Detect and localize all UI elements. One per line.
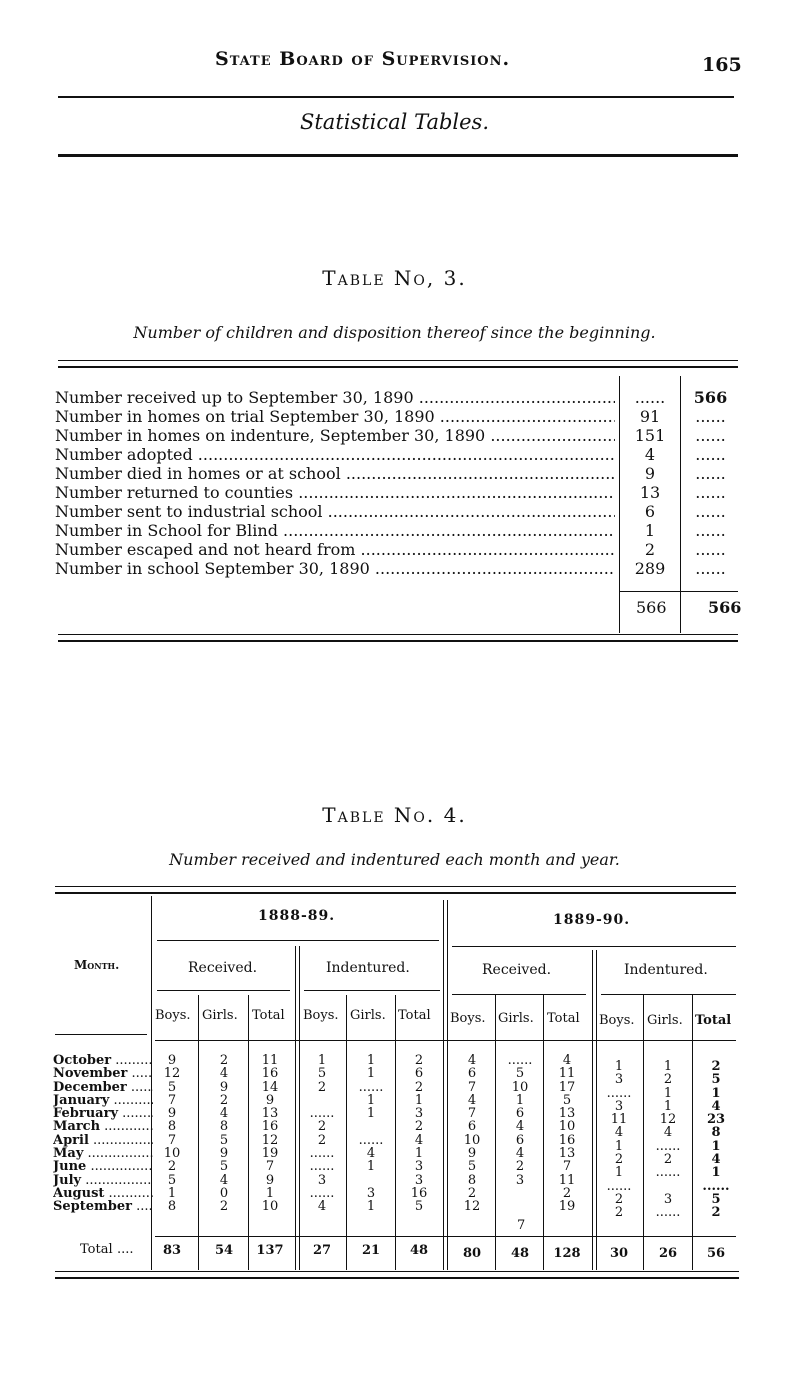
data-cell: 7 <box>467 1106 477 1122</box>
data-cell: 2 <box>711 1059 721 1074</box>
table3-caption: Number of children and disposition thereof since the beginning. <box>133 323 656 342</box>
data-column <box>694 1060 738 1220</box>
row-count: 91 <box>621 407 679 426</box>
month-label: August ..... <box>53 1187 153 1200</box>
data-column <box>300 1054 344 1214</box>
data-cell: 2 <box>219 1199 229 1215</box>
row-label: Number escaped and not heard from ..... <box>55 540 615 559</box>
total-cell: 80 <box>462 1246 482 1261</box>
data-cell: 11 <box>558 1172 576 1188</box>
t4-hline <box>155 1040 736 1041</box>
table4-caption: Number received and indentured each month and year. <box>169 850 620 869</box>
data-cell: 23 <box>706 1112 726 1128</box>
sub-header: Boys. <box>303 1008 339 1023</box>
group-header: Indentured. <box>326 960 410 976</box>
row-total: ...... <box>682 559 739 578</box>
sub-header: Girls. <box>647 1013 683 1028</box>
table3-sum-total: 566 <box>708 598 742 617</box>
total-cell: 48 <box>409 1243 429 1258</box>
data-column <box>150 1054 194 1214</box>
data-cell <box>646 1180 690 1193</box>
section-heading: Statistical Tables. <box>299 110 490 134</box>
sub-header: Boys. <box>599 1013 635 1028</box>
sub-header: Girls. <box>498 1011 534 1026</box>
t4-vline <box>346 995 347 1270</box>
group-header: Received. <box>482 962 552 978</box>
data-cell: 9 <box>265 1092 275 1108</box>
data-cell: 16 <box>261 1066 279 1082</box>
table-row <box>55 464 740 483</box>
data-cell: 3 <box>663 1191 673 1207</box>
running-title: State Board of Supervision. <box>215 48 511 70</box>
data-cell: 1 <box>711 1138 721 1154</box>
data-cell <box>349 1174 393 1187</box>
data-cell: 1 <box>317 1053 327 1068</box>
row-label: Number sent to industrial school ..... <box>55 502 615 521</box>
table4-bottom-rule-2 <box>55 1277 739 1279</box>
data-cell: 16 <box>558 1132 576 1148</box>
data-cell: 12 <box>463 1199 481 1215</box>
data-cell: 2 <box>467 1185 477 1201</box>
month-label: May ..... <box>53 1147 153 1160</box>
data-column <box>349 1054 393 1214</box>
data-cell: 9 <box>467 1146 477 1162</box>
data-cell: 8 <box>467 1172 477 1188</box>
month-label: November ..... <box>53 1067 153 1080</box>
total-cell: 54 <box>214 1243 234 1258</box>
sub-header: Total <box>695 1013 732 1028</box>
data-cell <box>498 1200 542 1213</box>
total-cell: 48 <box>510 1246 530 1261</box>
data-cell: 13 <box>558 1106 576 1122</box>
data-cell: 11 <box>558 1066 576 1082</box>
total-label-dots: .... <box>117 1242 134 1257</box>
data-cell: 2 <box>414 1053 424 1068</box>
data-column <box>450 1054 494 1214</box>
data-cell: 7 <box>467 1079 477 1095</box>
sub-header: Total <box>547 1011 580 1026</box>
data-cell: 2 <box>614 1191 624 1207</box>
row-count: 6 <box>621 502 679 521</box>
data-cell: 3 <box>414 1106 424 1122</box>
row-label: Number in School for Blind ..... <box>55 521 615 540</box>
data-cell: 2 <box>317 1132 327 1148</box>
data-cell: 5 <box>219 1159 229 1175</box>
month-label: April ..... <box>53 1134 153 1147</box>
row-total: ...... <box>682 502 739 521</box>
row-total: ...... <box>682 521 739 540</box>
data-cell: 1 <box>366 1053 376 1068</box>
data-column <box>498 1054 542 1214</box>
table-row <box>55 426 740 445</box>
row-total: ...... <box>682 445 739 464</box>
data-cell: 5 <box>167 1172 177 1188</box>
row-total: ...... <box>682 464 739 483</box>
data-cell: 9 <box>219 1079 229 1095</box>
group-header: Received. <box>188 960 258 976</box>
data-cell: 2 <box>663 1072 673 1088</box>
data-cell: 1 <box>366 1106 376 1122</box>
data-cell: 4 <box>467 1053 477 1068</box>
t4-vline <box>198 995 199 1270</box>
data-cell: 5 <box>711 1191 721 1207</box>
row-label: Number returned to counties ..... <box>55 483 615 502</box>
table-row <box>55 559 740 578</box>
data-cell: 19 <box>261 1146 279 1162</box>
data-cell: 4 <box>414 1132 424 1148</box>
data-cell: 4 <box>219 1106 229 1122</box>
t4-vline <box>295 946 296 1270</box>
table-row <box>55 540 740 559</box>
row-count: 151 <box>621 426 679 445</box>
t4-hline <box>304 990 440 991</box>
section-rule <box>58 154 738 157</box>
t4-hline <box>601 994 736 995</box>
data-cell: ...... <box>655 1165 681 1181</box>
row-total: ...... <box>682 426 739 445</box>
data-cell: 6 <box>414 1066 424 1082</box>
month-label: June ..... <box>53 1160 153 1173</box>
row-label: Number adopted ..... <box>55 445 615 464</box>
data-cell: 4 <box>614 1125 624 1141</box>
table4-top-rule-2 <box>55 892 736 894</box>
data-cell: 2 <box>562 1185 572 1201</box>
total-cell: 21 <box>361 1243 381 1258</box>
data-cell: 4 <box>711 1098 721 1114</box>
sub-header: Total <box>252 1008 285 1023</box>
row-label: Number in homes on trial September 30, 1890 ..... <box>55 407 615 426</box>
t4-vline <box>643 995 644 1270</box>
data-cell: 4 <box>317 1199 327 1215</box>
data-cell: 7 <box>265 1159 275 1175</box>
row-count: 4 <box>621 445 679 464</box>
table-row <box>55 521 740 540</box>
data-cell: 4 <box>515 1119 525 1135</box>
table4-top-rule <box>55 886 736 887</box>
data-cell: 1 <box>414 1146 424 1162</box>
data-cell: 11 <box>610 1112 628 1128</box>
data-column <box>397 1054 441 1214</box>
data-cell: 6 <box>467 1119 477 1135</box>
data-cell: 3 <box>317 1172 327 1188</box>
row-count: 1 <box>621 521 679 540</box>
data-cell: 1 <box>663 1059 673 1074</box>
group-header: Indentured. <box>624 962 708 978</box>
table4-title: Table No. 4. <box>322 803 467 827</box>
data-cell: 5 <box>317 1066 327 1082</box>
data-cell: 9 <box>219 1146 229 1162</box>
data-cell: 3 <box>414 1159 424 1175</box>
data-cell: 5 <box>711 1072 721 1088</box>
data-cell: 2 <box>663 1152 673 1168</box>
data-cell: 7 <box>562 1159 572 1175</box>
data-cell: 0 <box>219 1185 229 1201</box>
data-cell: ...... <box>309 1146 335 1162</box>
page-number: 165 <box>702 54 742 76</box>
data-cell: ...... <box>606 1085 632 1101</box>
data-cell: 10 <box>511 1079 529 1095</box>
data-cell: 2 <box>317 1119 327 1135</box>
row-count: 289 <box>621 559 679 578</box>
row-count: ...... <box>621 388 679 407</box>
data-column <box>646 1060 690 1220</box>
stray-mark: 7 <box>517 1218 526 1233</box>
data-cell: 9 <box>167 1106 177 1122</box>
month-label: July ..... <box>53 1174 153 1187</box>
table3-body <box>55 388 740 578</box>
t4-vline <box>692 995 693 1270</box>
data-cell: 2 <box>711 1205 721 1221</box>
table3-bottom-rule-2 <box>58 640 738 642</box>
data-cell: 1 <box>614 1138 624 1154</box>
table4-bottom-rule <box>55 1271 739 1272</box>
t4-hline <box>452 994 586 995</box>
row-label: Number received up to September 30, 1890 ..... <box>55 388 615 407</box>
data-cell: 2 <box>614 1205 624 1221</box>
data-cell: 2 <box>167 1159 177 1175</box>
data-cell: 13 <box>261 1106 279 1122</box>
data-cell: 4 <box>467 1092 477 1108</box>
total-cell: 26 <box>658 1246 678 1261</box>
table3-top-rule <box>58 360 738 361</box>
data-cell: ...... <box>507 1053 533 1068</box>
data-cell: 10 <box>163 1146 181 1162</box>
data-cell: ...... <box>606 1178 632 1194</box>
data-cell: 1 <box>711 1165 721 1181</box>
data-cell: 5 <box>562 1092 572 1108</box>
data-cell <box>300 1094 344 1107</box>
data-cell: 1 <box>663 1085 673 1101</box>
data-column <box>248 1054 292 1214</box>
sub-header: Boys. <box>155 1008 191 1023</box>
data-cell: 2 <box>414 1119 424 1135</box>
data-cell: 6 <box>467 1066 477 1082</box>
sub-header: Girls. <box>350 1008 386 1023</box>
data-cell: 7 <box>167 1092 177 1108</box>
data-cell: 2 <box>219 1092 229 1108</box>
t4-vline <box>543 995 544 1270</box>
data-cell <box>349 1120 393 1133</box>
data-cell: 3 <box>414 1172 424 1188</box>
data-cell: 5 <box>467 1159 477 1175</box>
data-column <box>202 1054 246 1214</box>
sub-header: Total <box>398 1008 431 1023</box>
data-cell: 1 <box>366 1066 376 1082</box>
data-cell: 6 <box>515 1132 525 1148</box>
data-cell: 4 <box>515 1146 525 1162</box>
data-cell: 5 <box>515 1066 525 1082</box>
row-count: 9 <box>621 464 679 483</box>
data-cell: ...... <box>358 1132 384 1148</box>
data-cell: 3 <box>366 1185 376 1201</box>
data-cell: 2 <box>614 1152 624 1168</box>
data-cell: 8 <box>711 1125 721 1141</box>
data-cell: 19 <box>558 1199 576 1215</box>
data-cell: 6 <box>515 1106 525 1122</box>
data-cell: 12 <box>659 1112 677 1128</box>
data-cell: 4 <box>711 1152 721 1168</box>
data-cell: 4 <box>219 1066 229 1082</box>
table-row <box>55 407 740 426</box>
data-cell: ...... <box>655 1138 681 1154</box>
table3-top-rule-2 <box>58 366 738 368</box>
data-cell: 4 <box>562 1053 572 1068</box>
data-cell: 1 <box>366 1092 376 1108</box>
running-head <box>0 48 789 78</box>
row-total: 566 <box>682 388 739 407</box>
data-cell: 12 <box>163 1066 181 1082</box>
data-cell: 13 <box>558 1146 576 1162</box>
data-cell: 2 <box>414 1079 424 1095</box>
table-row <box>55 445 740 464</box>
table3-bottom-rule <box>58 634 738 635</box>
top-rule <box>58 96 734 98</box>
data-cell: 8 <box>167 1199 177 1215</box>
data-cell: 14 <box>261 1079 279 1095</box>
t4-hline <box>55 1034 147 1035</box>
data-cell: 1 <box>663 1098 673 1114</box>
data-cell: 16 <box>261 1119 279 1135</box>
t4-hline <box>155 1236 736 1237</box>
table-row <box>55 502 740 521</box>
data-cell: 5 <box>414 1199 424 1215</box>
data-cell: 1 <box>265 1185 275 1201</box>
data-cell: 2 <box>219 1053 229 1068</box>
data-column <box>597 1060 641 1220</box>
row-label: Number in school September 30, 1890 ..... <box>55 559 615 578</box>
total-cell: 83 <box>162 1243 182 1258</box>
data-cell: 9 <box>265 1172 275 1188</box>
data-cell: 17 <box>558 1079 576 1095</box>
data-cell: 3 <box>614 1072 624 1088</box>
total-cell: 56 <box>706 1246 726 1261</box>
t4-hline <box>157 940 439 941</box>
data-cell: 1 <box>167 1185 177 1201</box>
data-cell: 4 <box>366 1146 376 1162</box>
data-column <box>545 1054 589 1214</box>
month-label: October ..... <box>53 1054 153 1067</box>
data-cell: 11 <box>261 1053 279 1068</box>
t4-vline <box>443 900 444 1270</box>
data-cell: 10 <box>463 1132 481 1148</box>
year-header: 1888-89. <box>258 908 336 924</box>
total-cell: 30 <box>609 1246 629 1261</box>
year-header: 1889-90. <box>553 912 631 928</box>
total-cell: 128 <box>553 1246 581 1261</box>
total-cell: 137 <box>256 1243 284 1258</box>
month-label: March ..... <box>53 1120 153 1133</box>
data-cell: 8 <box>219 1119 229 1135</box>
data-cell: 3 <box>515 1172 525 1188</box>
data-cell: 3 <box>614 1098 624 1114</box>
t4-hline <box>452 946 736 947</box>
month-label: February ..... <box>53 1107 153 1120</box>
t4-vline <box>447 900 448 1270</box>
month-label: September ..... <box>53 1200 153 1213</box>
data-cell: ...... <box>358 1079 384 1095</box>
data-cell: ...... <box>309 1106 335 1122</box>
total-label: Total <box>80 1242 113 1257</box>
data-cell: ...... <box>309 1185 335 1201</box>
t4-vline <box>395 995 396 1270</box>
data-cell: 1 <box>366 1159 376 1175</box>
sub-header: Girls. <box>202 1008 238 1023</box>
row-total: ...... <box>682 483 739 502</box>
data-cell: 1 <box>515 1092 525 1108</box>
data-cell: 12 <box>261 1132 279 1148</box>
sub-header: Boys. <box>450 1011 486 1026</box>
row-total: ...... <box>682 540 739 559</box>
t4-vline <box>495 995 496 1270</box>
data-cell: 1 <box>614 1165 624 1181</box>
data-cell: ...... <box>702 1178 730 1194</box>
data-cell: 1 <box>711 1085 721 1101</box>
data-cell: 4 <box>663 1125 673 1141</box>
data-cell: 1 <box>414 1092 424 1108</box>
data-cell: 16 <box>410 1185 428 1201</box>
table-row <box>55 388 740 407</box>
t4-vline <box>592 950 593 1270</box>
data-cell: 1 <box>366 1199 376 1215</box>
row-label: Number died in homes or at school ..... <box>55 464 615 483</box>
data-cell: 1 <box>614 1059 624 1074</box>
table3-sum-rule <box>620 591 738 592</box>
data-cell: 8 <box>167 1119 177 1135</box>
month-column <box>53 1054 153 1214</box>
total-cell: 27 <box>312 1243 332 1258</box>
data-cell: 10 <box>261 1199 279 1215</box>
table3-title: Table No, 3. <box>322 266 467 290</box>
row-label: Number in homes on indenture, September 30, 1890 ..... <box>55 426 615 445</box>
table3-sum-count: 566 <box>636 598 667 617</box>
month-label: December ..... <box>53 1081 153 1094</box>
data-cell: ...... <box>655 1205 681 1221</box>
data-cell: 10 <box>558 1119 576 1135</box>
data-cell <box>498 1187 542 1200</box>
data-cell: 7 <box>167 1132 177 1148</box>
row-count: 2 <box>621 540 679 559</box>
table-row <box>55 483 740 502</box>
data-cell: 2 <box>515 1159 525 1175</box>
month-label: January ..... <box>53 1094 153 1107</box>
row-total: ...... <box>682 407 739 426</box>
data-cell: ...... <box>309 1159 335 1175</box>
month-header: Month. <box>74 958 120 972</box>
data-cell: 2 <box>317 1079 327 1095</box>
data-cell: 4 <box>219 1172 229 1188</box>
data-cell: 5 <box>219 1132 229 1148</box>
data-cell: 5 <box>167 1079 177 1095</box>
t4-hline <box>157 990 290 991</box>
data-cell: 9 <box>167 1053 177 1068</box>
row-count: 13 <box>621 483 679 502</box>
